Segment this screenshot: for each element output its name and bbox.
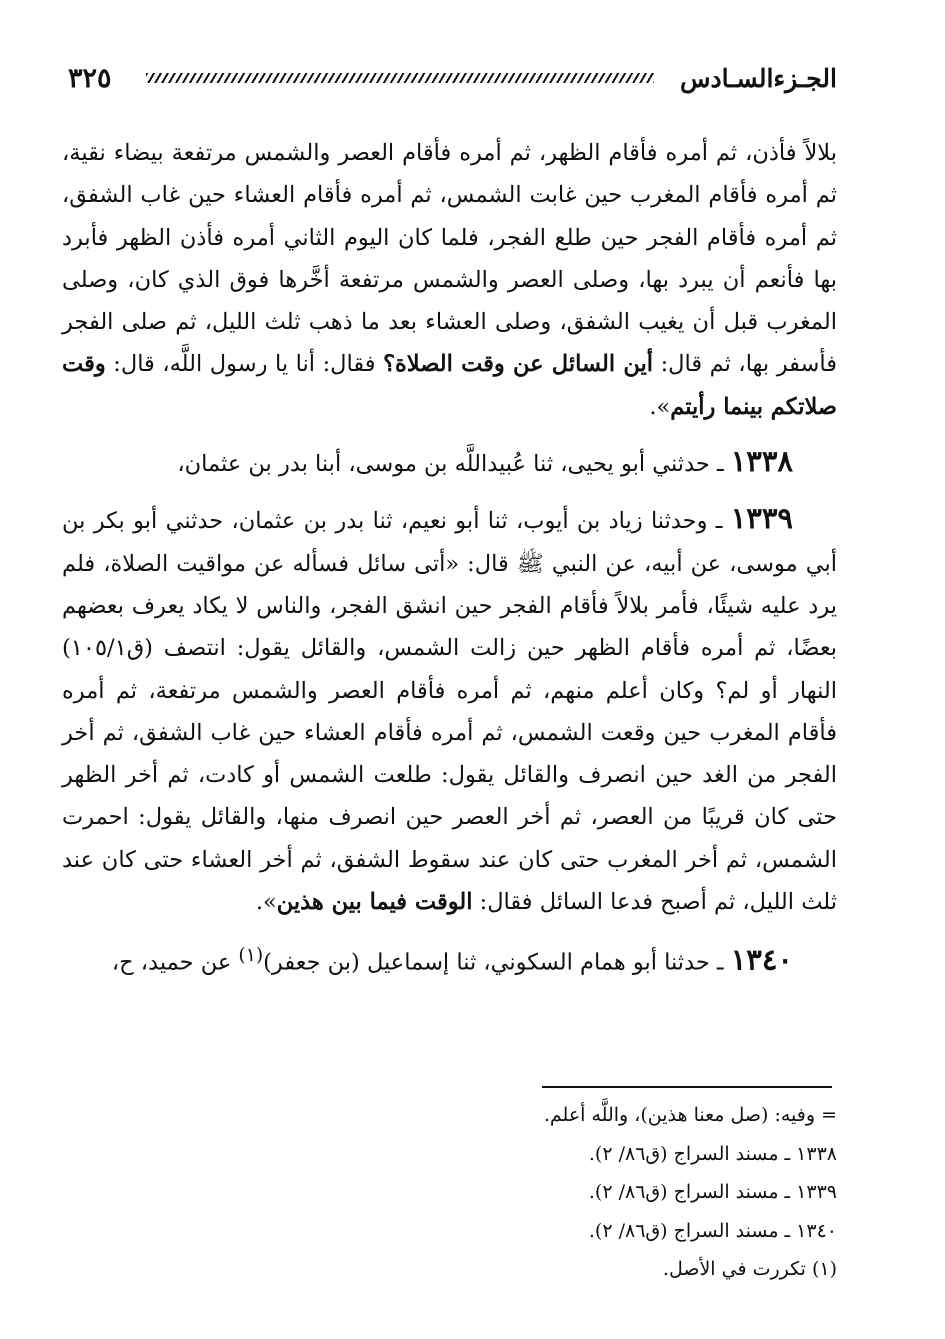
hadith-number: ١٣٣٨	[730, 444, 793, 479]
hadith-1340: ١٣٤٠ ـ حدثنا أبو همام السكوني، ثنا إسماعيل (بن جعفر)$^{(١)}$ عن حميد، ح،	[111, 942, 793, 977]
footnote-separator	[542, 1086, 832, 1088]
page-header	[68, 58, 837, 98]
footnotes	[300, 1096, 837, 1289]
hadith-number: ١٣٤٠	[730, 942, 793, 977]
footnote-line: (١) تكررت في الأصل.	[662, 1258, 837, 1280]
header-rule	[146, 73, 654, 83]
footnote-line: ١٣٤٠ ـ مسند السراج (ق٨٦/ ٢).	[588, 1219, 837, 1242]
footnote-line: ١٣٣٩ ـ مسند السراج (ق٨٦/ ٢).	[588, 1181, 837, 1203]
paragraph-continuation: بلالاً فأذن، ثم أمره فأقام الظهر، ثم أمره فأقام العصر والشمس مرتفعة بيضاء نقية، ثم أمره فأقام المغرب حين غابت الشمس، ثم أمره فأقام العشاء حين غاب الشفق، ثم أمره فأقام الفجر حين طلع الفجر، فلما كان اليوم الثاني أمره فأذن الظهر فأبرد بها فأنعم أن يبرد بها، وصلى العصر والشمس مرتفعة أخَّرها فوق الذي كان، وصلى المغرب قبل أن يغيب الشفق، وصلى العشاء بعد ما ذهب ثلث الليل، ثم صلى الفجر فأسفر بها، ثم قال: أين السائل عن وقت الصلاة؟ فقال: أنا يا رسول اللَّه، قال: وقت صلاتكم بينما رأيتم».	[62, 140, 837, 420]
hadith-1338: ١٣٣٨ ـ حدثني أبو يحيى، ثنا عُبيداللَّه بن موسى، أبنا بدر بن عثمان،	[177, 444, 793, 479]
footnote-line: ١٣٣٨ ـ مسند السراج (ق٨٦/ ٢).	[588, 1142, 837, 1165]
running-title: الجـزءالسـادس	[679, 63, 837, 93]
footnote-ref: (١)	[238, 945, 264, 967]
hadith-number: ١٣٣٩	[730, 501, 793, 536]
page-number: ٣٢٥	[68, 62, 112, 94]
main-text	[62, 132, 837, 984]
hadith-1339: ١٣٣٩ ـ وحدثنا زياد بن أيوب، ثنا أبو نعيم، ثنا بدر بن عثمان، حدثني أبو بكر بن أبي موسى، عن أبيه، عن النبي ﷺ قال: «أتى سائل فسأله عن مواقيت الصلاة، فلم يرد عليه شيئًا، فأمر بلالاً فأقام الفجر حين انشق الفجر، والناس لا يكاد يعرف بعضهم بعضًا، ثم أمره فأقام الظهر حين زالت الشمس، والقائل يقول: انتصف (ق١٠٥/١) النهار أو لم؟ وكان أعلم منهم، ثم أمره فأقام العصر والشمس مرتفعة، ثم أمره فأقام المغرب حين وقعت الشمس، ثم أمره فأقام العشاء حين غاب الشفق، ثم أخر الفجر من الغد حين انصرف والقائل يقول: طلعت الشمس أو كادت، ثم أخر الظهر حتى كان قريبًا من العصر، ثم أخر العصر حين انصرف منها، والقائل يقول: احمرت الشمس، ثم أخر المغرب حتى كان عند سقوط الشفق، ثم أخر العشاء حتى كان عند ثلث الليل، ثم أصبح فدعا السائل فقال: الوقت فيما بين هذين».	[62, 501, 837, 916]
footnote-line: = وفيه: (صل معنا هذين)، واللَّه أعلم.	[543, 1104, 837, 1126]
